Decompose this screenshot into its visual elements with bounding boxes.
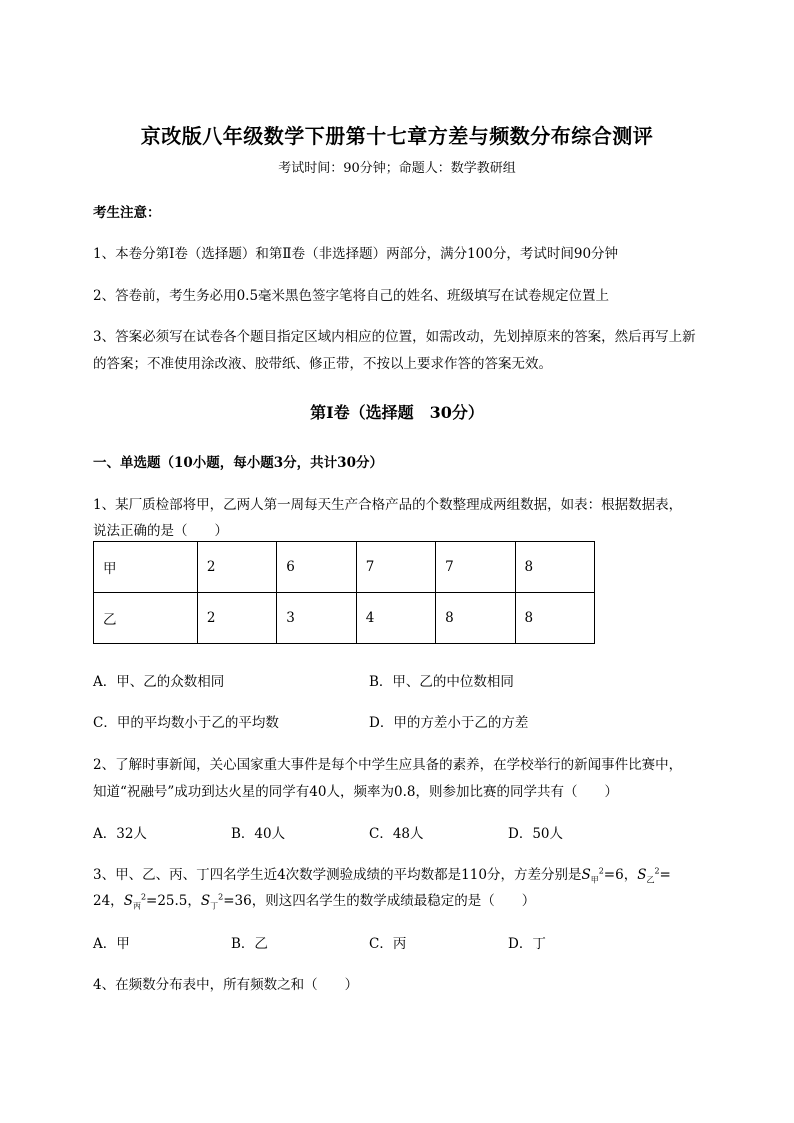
section-title: 第I卷（选择题 30分） [310,403,484,422]
subscript-bing: 丙 [132,901,141,911]
table-cell: 6 [277,542,356,593]
variance-symbol: S [581,867,591,883]
q1-option-d: D．甲的方差小于乙的方差 [369,715,529,731]
q3-option-c: C．丙 [369,936,407,952]
table-cell: 2 [197,593,276,644]
q2-option-a: A．32人 [93,826,147,842]
variance-value-jia: =6， [603,867,638,883]
variance-symbol: S [123,893,133,909]
notice-item-3-line2: 的答案；不准使用涂改液、胶带纸、修正带，不按以上要求作答的答案无效。 [93,356,552,372]
q2-option-c: C．48人 [369,826,424,842]
table-cell: 7 [436,542,515,593]
variance-equals-yi: = [659,867,671,883]
part-heading: 一、单选题（10小题，每小题3分，共计30分） [93,455,383,471]
notice-item-3-line1: 3、答案必须写在试卷各个题目指定区域内相应的位置，如需改动，先划掉原来的答案，然后再写上新 [93,329,696,345]
variance-value-ding: =36，则这四名学生的数学成绩最稳定的是（ ） [223,893,536,909]
q1-option-a: A．甲、乙的众数相同 [93,674,225,690]
subscript-jia: 甲 [590,875,599,885]
q1-option-b: B．甲、乙的中位数相同 [369,674,514,690]
table-cell: 8 [436,593,515,644]
q3-option-d: D．丁 [508,936,546,952]
superscript-2: 2 [218,892,224,902]
table-cell: 8 [515,542,594,593]
q1-stem-line1: 1、某厂质检部将甲，乙两人第一周每天生产合格产品的个数整理成两组数据，如表：根据数据表， [93,497,683,513]
superscript-2: 2 [654,866,660,876]
table-row [94,542,595,593]
table-cell: 3 [277,593,356,644]
table-cell: 8 [515,593,594,644]
q3-stem-text: 3、甲、乙、丙、丁四名学生近4次数学测验成绩的平均数都是110分，方差分别是 [93,867,582,883]
q2-stem-line2: 知道“祝融号”成功到达火星的同学有40人，频率为0.8，则参加比赛的同学共有（ ） [93,784,618,800]
variance-symbol: S [637,867,647,883]
q3-stem-line2 [93,889,535,912]
exam-subtitle: 考试时间：90分钟；命题人：数学教研组 [278,161,516,176]
superscript-2: 2 [598,866,604,876]
exam-title: 京改版八年级数学下册第十七章方差与频数分布综合测评 [140,124,654,148]
notice-item-1: 1、本卷分第I卷（选择题）和第Ⅱ卷（非选择题）两部分，满分100分，考试时间90分钟 [93,246,619,262]
notice-heading: 考生注意： [93,205,161,221]
q3-option-b: B．乙 [231,936,268,952]
q1-stem-line2: 说法正确的是（ ） [93,523,228,539]
q3-option-a: A．甲 [93,936,130,952]
table-cell: 4 [356,593,435,644]
q4-stem-line1: 4、在频数分布表中，所有频数之和（ ） [93,977,359,993]
q3-stem-line1 [93,863,671,886]
q2-option-d: D．50人 [508,826,564,842]
table-row [94,593,595,644]
subscript-yi: 乙 [646,875,655,885]
table-row-label: 甲 [94,542,198,593]
subscript-ding: 丁 [210,901,219,911]
variance-value-yi: 24， [93,893,124,909]
table-row-label: 乙 [94,593,198,644]
table-cell: 7 [356,542,435,593]
superscript-2: 2 [140,892,147,902]
variance-symbol: S [200,893,211,909]
table-cell: 2 [197,542,276,593]
q2-option-b: B．40人 [231,826,286,842]
notice-item-2: 2、答卷前，考生务必用0.5毫米黑色签字笔将自己的姓名、班级填写在试卷规定位置上 [93,288,610,304]
q2-stem-line1: 2、了解时事新闻，关心国家重大事件是每个中学生应具备的素养，在学校举行的新闻事件比赛中， [93,757,683,773]
q1-data-table [93,541,595,644]
q1-option-c: C．甲的平均数小于乙的平均数 [93,715,279,731]
variance-value-bing: =25.5， [146,893,201,909]
